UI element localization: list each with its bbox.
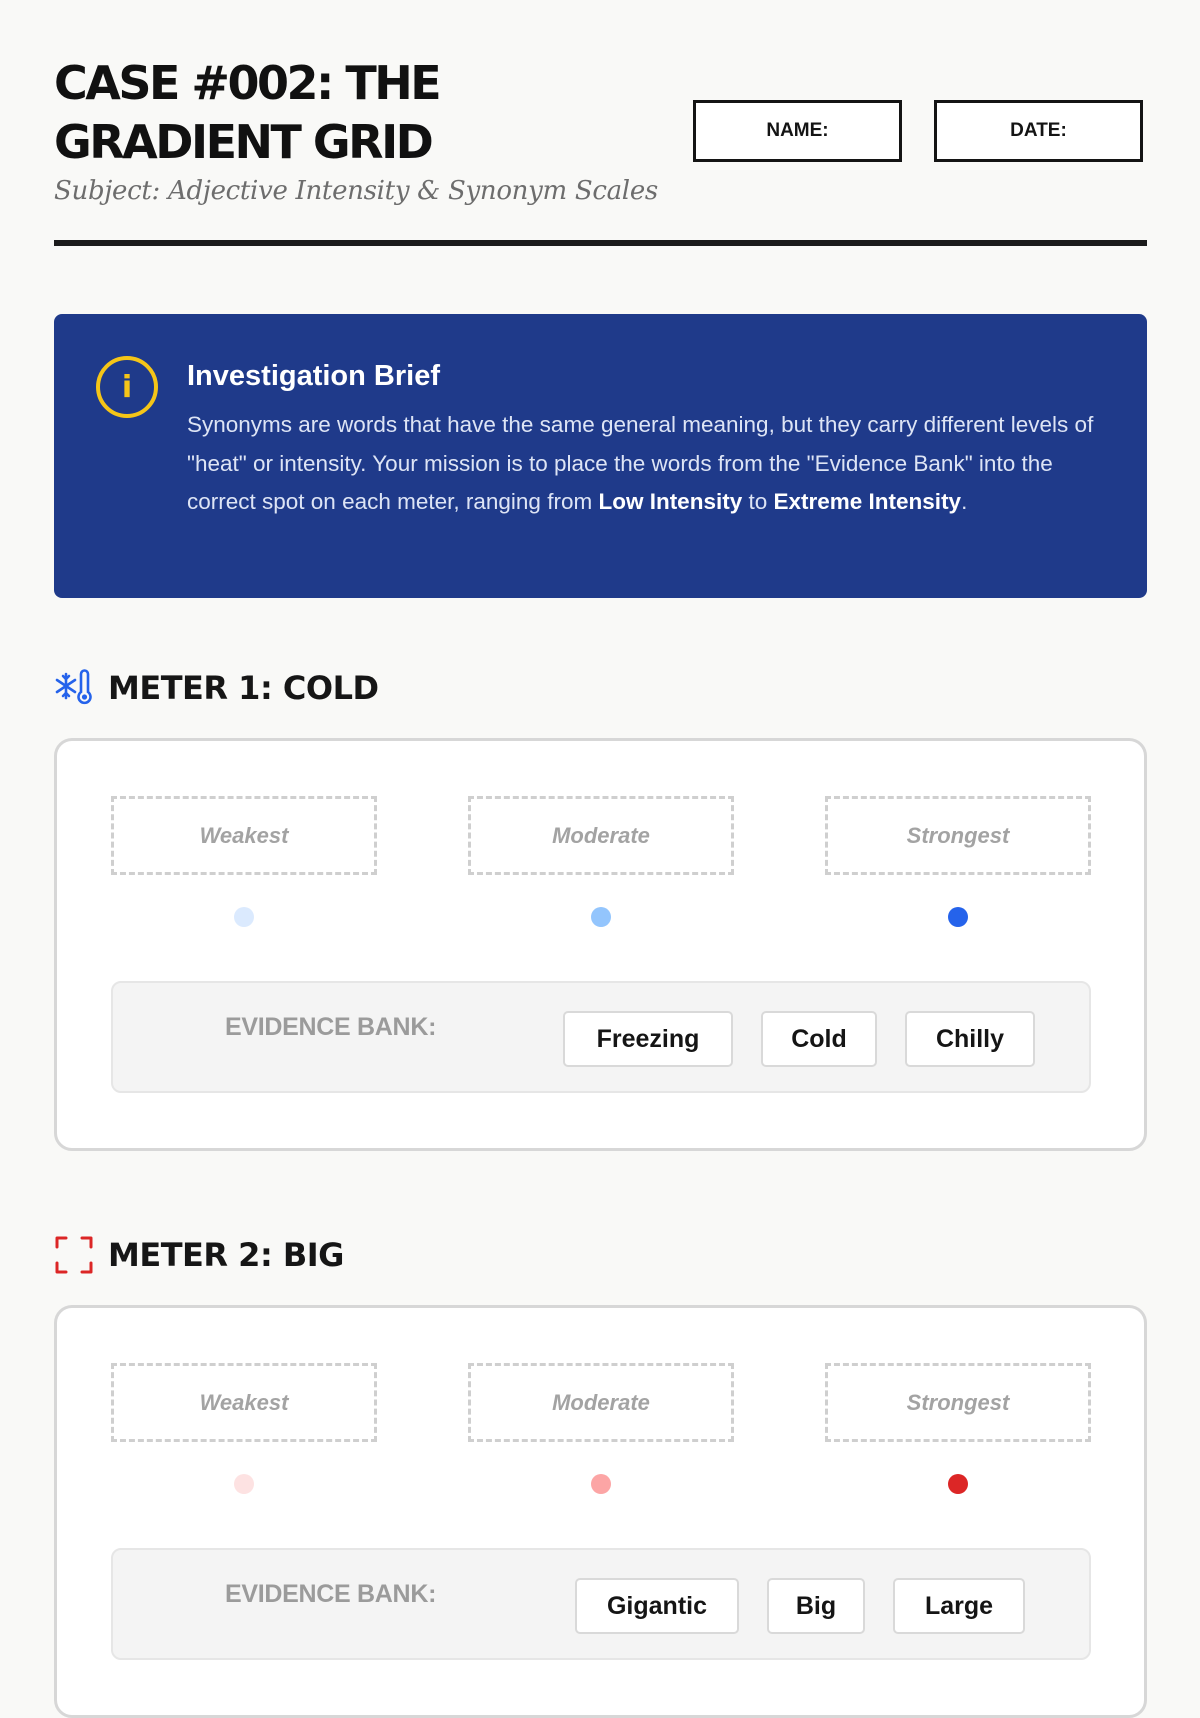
meter-2-slot-moderate[interactable] — [468, 1363, 734, 1442]
worksheet-header — [54, 0, 1147, 248]
slot-label: Weakest — [199, 1389, 289, 1415]
meter-1-evidence-bank — [111, 981, 1091, 1093]
word-chip-gigantic[interactable]: Gigantic — [575, 1578, 739, 1634]
slot-label: Moderate — [552, 822, 650, 848]
meter-1-slot-weakest[interactable] — [111, 796, 377, 875]
brief-text-intro: Synonyms are words that have the same general meaning, but they carry different levels of "heat" or intensity. Your mission is to place the words from the "Evidence Bank" into the correct spot on each meter, ranging from — [187, 412, 1094, 514]
snowflake-thermometer-icon — [54, 668, 94, 708]
slot-label: Moderate — [552, 1389, 650, 1415]
meter-1-slot-strongest[interactable] — [825, 796, 1091, 875]
expand-frame-icon — [54, 1235, 94, 1275]
brief-text-end: . — [961, 489, 968, 514]
word-chip-freezing[interactable]: Freezing — [563, 1011, 733, 1067]
meter-2-dot-weakest — [234, 1474, 254, 1494]
brief-low-intensity: Low Intensity — [598, 489, 743, 514]
meter-1-slot-moderate[interactable] — [468, 796, 734, 875]
page-title — [54, 54, 439, 172]
slot-label: Strongest — [906, 822, 1010, 848]
meter-1-card — [54, 738, 1147, 1151]
brief-text — [187, 406, 1097, 522]
meter-2-dot-strongest — [948, 1474, 968, 1494]
word-chip-large[interactable]: Large — [893, 1578, 1025, 1634]
evidence-bank-label: EVIDENCE BANK: — [225, 1013, 437, 1041]
info-icon: i — [96, 356, 158, 418]
meter-2-evidence-bank — [111, 1548, 1091, 1660]
slot-label: Strongest — [906, 1389, 1010, 1415]
brief-title: Investigation Brief — [187, 360, 440, 392]
meter-2-title: METER 2: BIG — [108, 1236, 344, 1274]
meter-2-card — [54, 1305, 1147, 1718]
investigation-brief — [54, 314, 1147, 598]
word-chip-chilly[interactable]: Chilly — [905, 1011, 1035, 1067]
date-label: DATE: — [1010, 120, 1067, 141]
evidence-bank-label: EVIDENCE BANK: — [225, 1580, 437, 1608]
meter-2-dot-moderate — [591, 1474, 611, 1494]
brief-text-middle: to — [742, 489, 774, 514]
meter-1-dot-weakest — [234, 907, 254, 927]
page-subtitle: Subject: Adjective Intensity & Synonym Scales — [54, 176, 658, 206]
name-field[interactable] — [693, 100, 902, 162]
meter-1-title: METER 1: COLD — [108, 669, 379, 707]
meter-1-dot-strongest — [948, 907, 968, 927]
slot-label: Weakest — [199, 822, 289, 848]
word-chip-big[interactable]: Big — [767, 1578, 865, 1634]
meter-1-heading — [54, 668, 379, 708]
word-chip-cold[interactable]: Cold — [761, 1011, 877, 1067]
title-line-1: CASE #002: THE — [54, 56, 440, 110]
date-field[interactable] — [934, 100, 1143, 162]
worksheet-page — [54, 0, 1147, 1620]
meter-2-slot-weakest[interactable] — [111, 1363, 377, 1442]
header-divider — [54, 240, 1147, 246]
meter-2-heading — [54, 1235, 344, 1275]
meter-1-dot-moderate — [591, 907, 611, 927]
title-line-2: GRADIENT GRID — [54, 115, 432, 169]
meter-2-slot-strongest[interactable] — [825, 1363, 1091, 1442]
brief-extreme-intensity: Extreme Intensity — [773, 489, 962, 514]
name-label: NAME: — [766, 120, 829, 141]
